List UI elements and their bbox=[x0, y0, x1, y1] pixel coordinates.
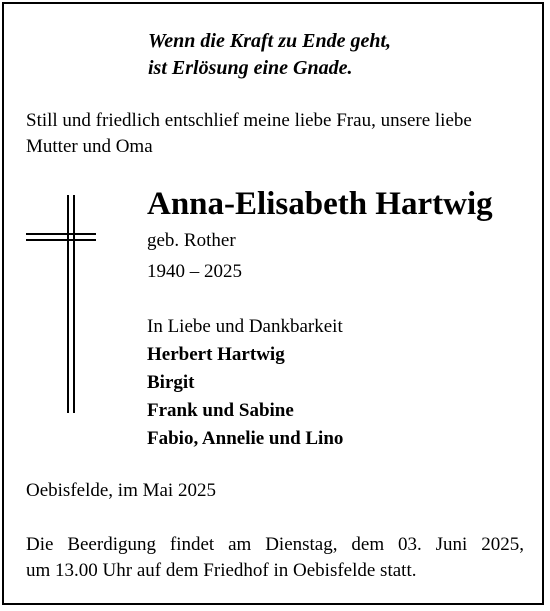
deceased-name: Anna-Elisabeth Hartwig bbox=[147, 186, 493, 222]
funeral-line-1 bbox=[26, 532, 524, 558]
intro-text bbox=[26, 108, 531, 160]
funeral-word: Juni bbox=[435, 534, 468, 555]
funeral-word: am bbox=[228, 534, 252, 555]
motto-line-1: Wenn die Kraft zu Ende geht, bbox=[148, 30, 391, 52]
place-date: Oebisfelde, im Mai 2025 bbox=[26, 480, 216, 501]
motto bbox=[148, 28, 391, 82]
funeral-word: dem bbox=[351, 534, 385, 555]
intro-line-1: Still und friedlich entschlief meine liebe Frau, unsere liebe bbox=[26, 110, 472, 131]
funeral-info bbox=[26, 532, 526, 584]
mourners-block bbox=[147, 313, 343, 453]
funeral-word: 2025, bbox=[481, 534, 524, 555]
motto-line-2: ist Erlösung eine Gnade. bbox=[148, 57, 353, 79]
mourners-intro: In Liebe und Dankbarkeit bbox=[147, 316, 343, 337]
funeral-word: Beerdigung bbox=[67, 534, 156, 555]
cross-icon bbox=[26, 195, 96, 413]
intro-line-2: Mutter und Oma bbox=[26, 136, 153, 157]
funeral-word: 03. bbox=[398, 534, 422, 555]
mourner-name: Frank und Sabine bbox=[147, 400, 294, 421]
birth-name: geb. Rother bbox=[147, 230, 236, 251]
mourner-name: Birgit bbox=[147, 372, 195, 393]
life-years: 1940 – 2025 bbox=[147, 261, 242, 282]
mourner-name: Herbert Hartwig bbox=[147, 344, 285, 365]
mourner-name: Fabio, Annelie und Lino bbox=[147, 428, 344, 449]
funeral-word: Die bbox=[26, 534, 54, 555]
funeral-word: Dienstag, bbox=[265, 534, 338, 555]
funeral-word: findet bbox=[169, 534, 215, 555]
funeral-line-2: um 13.00 Uhr auf dem Friedhof in Oebisfelde statt. bbox=[26, 560, 417, 581]
